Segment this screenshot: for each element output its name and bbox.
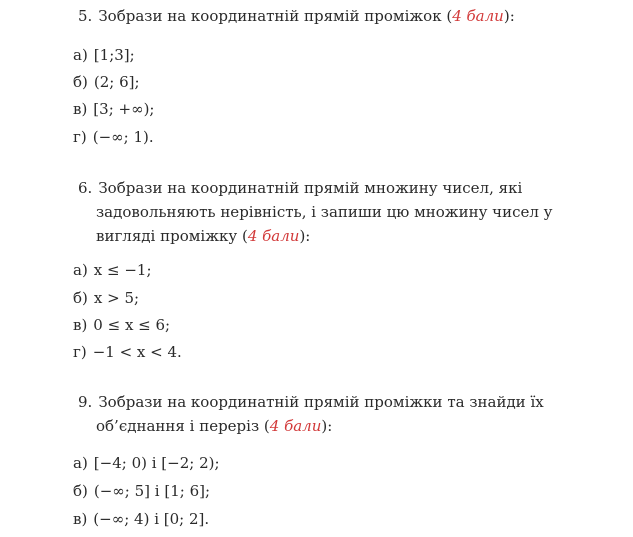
item-label: в) — [73, 316, 88, 334]
task-text: задовольняють нерівність, і запиши цю множину чисел у — [96, 203, 553, 221]
item-label: а) — [73, 454, 88, 472]
item-label: г) — [73, 128, 87, 146]
list-item — [73, 98, 154, 120]
item-label: в) — [73, 100, 88, 118]
item-value: −1 < x < 4. — [92, 343, 182, 361]
points-label: 4 бали — [247, 227, 300, 245]
task-text-end: ): — [321, 417, 333, 435]
item-label: г) — [73, 343, 87, 361]
task-6-heading-line-2 — [96, 200, 553, 224]
list-item — [73, 126, 154, 148]
list-item — [73, 452, 220, 474]
list-item — [73, 259, 152, 281]
item-value: (2; 6]; — [93, 73, 140, 91]
item-value: [1;3]; — [93, 46, 135, 64]
list-item — [73, 480, 210, 502]
task-text: Зобрази на координатній прямій множину чисел, які — [98, 179, 523, 197]
task-text: вигляді проміжку ( — [96, 227, 248, 245]
item-value: x ≤ −1; — [93, 261, 152, 279]
task-number: 6. — [78, 179, 93, 197]
task-9-heading-line-1 — [78, 390, 544, 414]
list-item — [73, 341, 182, 363]
task-6-heading-line-3 — [96, 224, 310, 248]
item-label: б) — [73, 289, 88, 307]
item-value: (−∞; 5] і [1; 6]; — [93, 482, 211, 500]
task-number: 9. — [78, 393, 93, 411]
item-value: (−∞; 1). — [92, 128, 154, 146]
list-item — [73, 508, 209, 530]
item-value: 0 ≤ x ≤ 6; — [93, 316, 171, 334]
points-label: 4 бали — [452, 7, 504, 25]
item-value: (−∞; 4) і [0; 2]. — [93, 510, 210, 528]
task-text: об’єднання і переріз ( — [96, 417, 270, 435]
task-text-end: ): — [503, 7, 515, 25]
task-9-heading-line-2 — [96, 414, 332, 438]
item-label: б) — [73, 73, 88, 91]
list-item — [73, 44, 135, 66]
task-6-heading-line-1 — [78, 176, 522, 200]
list-item — [73, 314, 170, 336]
task-text-end: ): — [299, 227, 311, 245]
item-label: а) — [73, 261, 88, 279]
task-text: Зобрази на координатній прямій проміжок ( — [98, 7, 453, 25]
list-item — [73, 287, 139, 309]
list-item — [73, 71, 140, 93]
item-label: а) — [73, 46, 88, 64]
points-label: 4 бали — [269, 417, 322, 435]
item-label: б) — [73, 482, 88, 500]
task-number: 5. — [78, 7, 93, 25]
task-text: Зобрази на координатній прямій проміжки та знайди їх — [98, 393, 544, 411]
item-value: [−4; 0) і [−2; 2); — [93, 454, 220, 472]
item-label: в) — [73, 510, 88, 528]
item-value: x > 5; — [93, 289, 140, 307]
item-value: [3; +∞); — [93, 100, 155, 118]
task-5-heading — [78, 4, 515, 28]
